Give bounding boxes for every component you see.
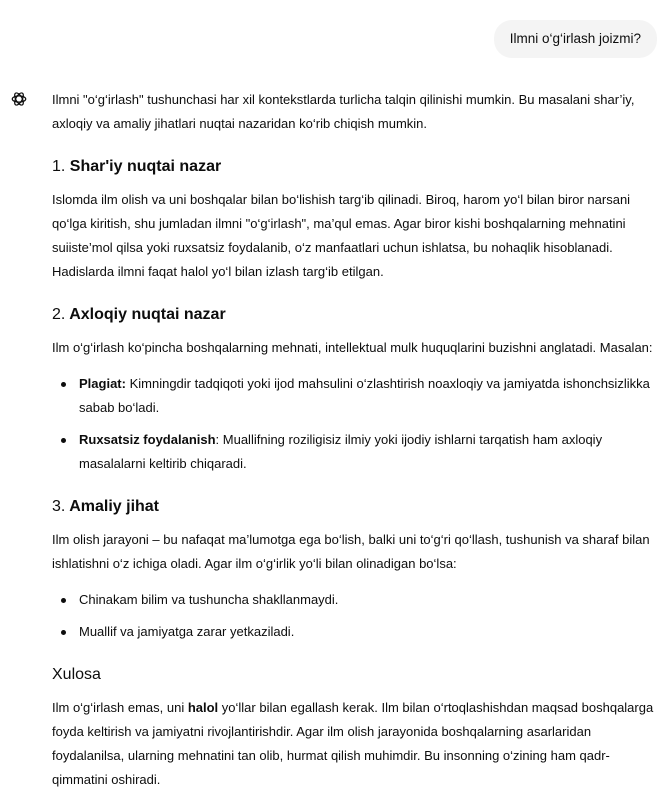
conclusion-text-before: Ilm o‘g‘irlash emas, uni	[52, 700, 188, 715]
section-paragraph-amaliy: Ilm olish jarayoni – bu nafaqat ma’lumotga ega bo‘lish, balki uni to‘g‘ri qo‘llash, tushunish va sharaf bilan ishlatishni o‘z ichiga oladi. Agar ilm o‘g‘irlik yo‘li bilan olinadigan bo‘lsa:	[52, 532, 650, 571]
section-number: 1.	[52, 158, 66, 175]
section-heading-axloqiy	[52, 304, 655, 326]
section-title: Shar'iy nuqtai nazar	[69, 158, 222, 175]
conclusion-paragraph	[52, 696, 655, 792]
bullet-text: Kimningdir tadqiqoti yoki ijod mahsulini o‘zlashtirish noaxloqiy va jamiyatda ishonchsizlikka sabab bo‘ladi.	[79, 376, 650, 415]
bullet-list-axloqiy	[52, 372, 655, 476]
bullet-list-amaliy	[52, 588, 655, 644]
section-paragraph-shariy: Islomda ilm olish va uni boshqalar bilan bo‘lishish targ‘ib qilinadi. Biroq, harom yo‘l bilan biror narsani qo‘lga kiritish, shu jumladan ilmni "o‘g‘irlash", ma’qul emas. Agar biror kishi boshqalarning mehnatini suiiste’mol qilsa yoki ruxsatsiz foydalanib, o‘z manfaatlari uchun ishlatsa, bu nohaqlik hisoblanadi. Hadislarda ilmni faqat halol yo‘l bilan izlash targ‘ib etilgan.	[52, 192, 631, 279]
list-item	[52, 428, 655, 476]
assistant-message	[52, 88, 655, 792]
list-item	[52, 372, 655, 420]
conclusion-text-after: yo‘llar bilan egallash kerak. Ilm bilan o‘rtoqlashishdan maqsad boshqalarga foyda keltirish va jamiyatni rivojlantirishdir. Agar ilm olish jarayonida boshqalarning asarlaridan foydalanilsa, ularning mehnatini tan olib, hurmat qilish muhimdir. Bu insonning o‘zining ham qadr-qimmatini oshiradi.	[52, 700, 654, 787]
section-title: Axloqiy nuqtai nazar	[69, 306, 226, 323]
section-number: 2.	[52, 306, 66, 323]
list-item: Muallif va jamiyatga zarar yetkaziladi.	[52, 620, 655, 644]
section-title: Amaliy jihat	[69, 498, 160, 515]
conclusion-heading: Xulosa	[52, 666, 101, 683]
bullet-text: : Muallifning roziligisiz ilmiy yoki ijodiy ishlarni tarqatish ham axloqiy masalalarni keltirib chiqaradi.	[79, 432, 603, 471]
bullet-label: Ruxsatsiz foydalanish	[79, 432, 216, 447]
section-heading-amaliy	[52, 496, 655, 518]
openai-logo-icon	[10, 90, 28, 108]
conclusion-bold: halol	[187, 700, 219, 715]
list-item: Chinakam bilim va tushuncha shakllanmaydi.	[52, 588, 655, 612]
section-heading-shariy	[52, 156, 655, 178]
intro-paragraph: Ilmni "o‘g‘irlash" tushunchasi har xil kontekstlarda turlicha talqin qilinishi mumkin. Bu masalani shar’iy, axloqiy va amaliy jihatlari nuqtai nazaridan ko‘rib chiqish mumkin.	[52, 92, 635, 131]
section-number: 3.	[52, 498, 66, 515]
user-message-row	[494, 20, 657, 58]
user-message-bubble: Ilmni o‘g‘irlash joizmi?	[494, 20, 657, 58]
bullet-label: Plagiat:	[79, 376, 126, 391]
section-paragraph-axloqiy: Ilm o‘g‘irlash ko‘pincha boshqalarning mehnati, intellektual mulk huquqlarini buzishni anglatadi. Masalan:	[52, 340, 653, 355]
